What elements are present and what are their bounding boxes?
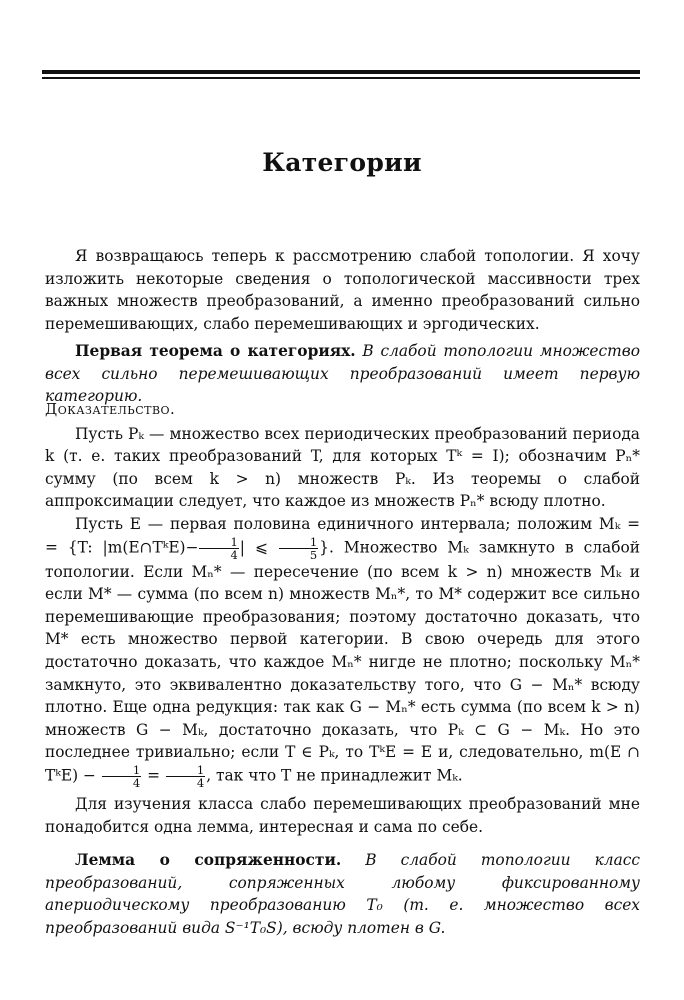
proof-heading: Доказательство. [45, 400, 176, 418]
theorem-statement: В слабой топологии множество всех сильно перемешивающих преобразований имеет первую категорию. [45, 342, 640, 406]
intro-paragraph: Я возвращаюсь теперь к рассмотрению слабой топологии. Я хочу изложить некоторые сведения о топологической массивности трех важных множеств преобразований, а именно преобразований сильно перемешивающих, слабо перемешивающих и эргодических. [45, 247, 640, 333]
fraction-denominator: 4 [196, 775, 205, 790]
lemma-label: Лемма о сопряженности. [75, 851, 342, 869]
theorem-label: Первая теорема о категориях. [75, 342, 356, 360]
proof-text-c: }. Множество Mₖ замкнуто в слабой топологии. Если Mₙ* — пересечение (по всем k > n) множеств Mₖ и если M* — сумма (по всем n) множеств Mₙ*, то M* содержит все сильно перемешивающие преобразования; поэтому достаточно доказать, что M* есть множество первой категории. В свою очередь для этого достаточно доказать, что каждое Mₙ* нигде не плотно; поскольку Mₙ* замкнуто, это эквивалентно доказательству того, что G − Mₙ* всюду плотно. Еще одна редукция: так как G − Mₙ* есть сумма (по всем k > n) множеств G − Mₖ, достаточно доказать, что Pₖ ⊂ G − Mₖ. Но это последнее тривиально; если T ∈ Pₖ, то TᵏE = E и, следовательно, m(E ∩ TᵏE) − [45, 538, 640, 785]
fraction-denominator: 4 [132, 775, 141, 790]
fraction-numerator: 1 [166, 764, 205, 777]
fraction-one-quarter [102, 764, 141, 789]
header-rule-thick [42, 70, 640, 74]
fraction-one-quarter [199, 536, 238, 561]
proof-paragraph-2 [45, 513, 640, 789]
proof-text-e: , так что T не принадлежит Mₖ. [206, 766, 463, 785]
lemma-section [45, 849, 640, 939]
fraction-denominator: 4 [230, 547, 238, 562]
proof-text-d: = [147, 766, 160, 785]
fraction-one-quarter [166, 764, 205, 789]
fraction-numerator: 1 [279, 536, 318, 549]
lemma-statement: В слабой топологии класс преобразований, сопряженных любому фиксированному апериодическому преобразованию T₀ (т. е. множество всех преобразований вида S⁻¹T₀S), всюду плотен в G. [45, 851, 640, 937]
fraction-one-fifth [279, 536, 318, 561]
chapter-title: Категории [262, 148, 422, 177]
proof-text-a: Пусть E — первая половина единичного интервала; положим Mₖ = = {T: |m(E∩TᵏE)− [45, 514, 640, 557]
fraction-denominator: 5 [309, 547, 318, 562]
intro-section [45, 245, 640, 335]
bridge-paragraph: Для изучения класса слабо перемешивающих преобразований мне понадобится одна лемма, интересная и сама по себе. [45, 794, 640, 836]
header-rule-thin [42, 77, 640, 79]
lemma-paragraph [45, 849, 640, 939]
fraction-numerator: 1 [199, 536, 238, 549]
proof-section [45, 398, 640, 838]
fraction-numerator: 1 [102, 764, 141, 777]
proof-paragraph-1: Пусть Pₖ — множество всех периодических преобразований периода k (т. е. таких преобразований T, для которых Tᵏ = I); обозначим Pₙ* сумму (по всем k > n) множеств Pₖ. Из теоремы о слабой аппроксимации следует, что каждое из множеств Pₙ* всюду плотно. [45, 424, 640, 511]
proof-text-b: | ⩽ [239, 538, 268, 557]
